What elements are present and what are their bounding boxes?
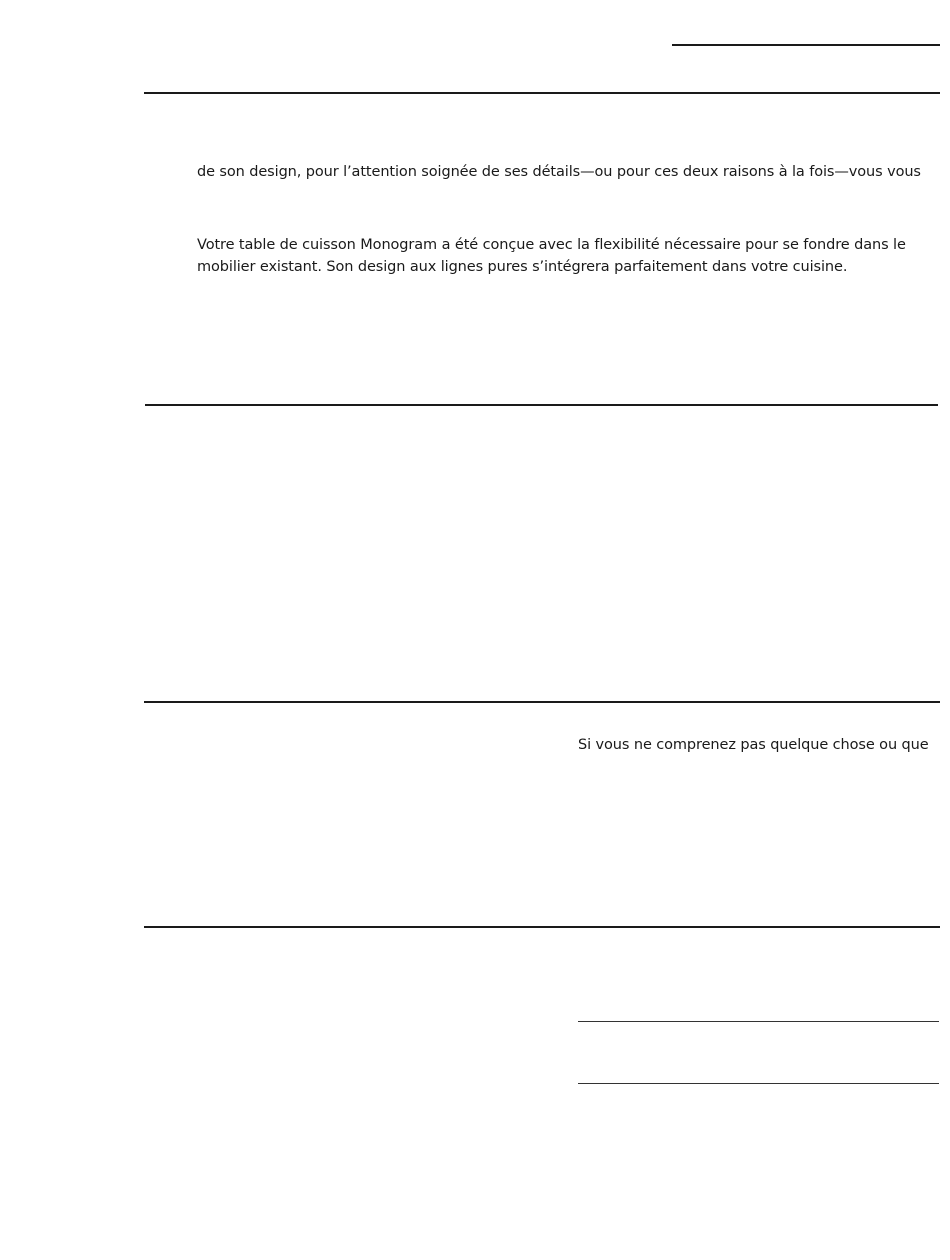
help-text-line: Si vous ne comprenez pas quelque chose ou que [578, 737, 929, 753]
design-paragraph-line-2: mobilier existant. Son design aux lignes pures s’intégrera parfaitement dans votre cuisine. [197, 259, 848, 275]
section-divider-3 [144, 701, 940, 703]
form-field-line-2 [578, 1083, 939, 1084]
section-divider-2 [145, 404, 938, 406]
intro-text-line: de son design, pour l’attention soignée de ses détails—ou pour ces deux raisons à la fois—vous vous [197, 164, 921, 180]
section-divider-4 [144, 926, 940, 928]
section-divider-1 [144, 92, 940, 94]
form-field-line-1 [578, 1021, 939, 1022]
top-right-header-rule [672, 44, 940, 46]
design-paragraph-line-1: Votre table de cuisson Monogram a été conçue avec la flexibilité nécessaire pour se fondre dans le [197, 237, 906, 253]
